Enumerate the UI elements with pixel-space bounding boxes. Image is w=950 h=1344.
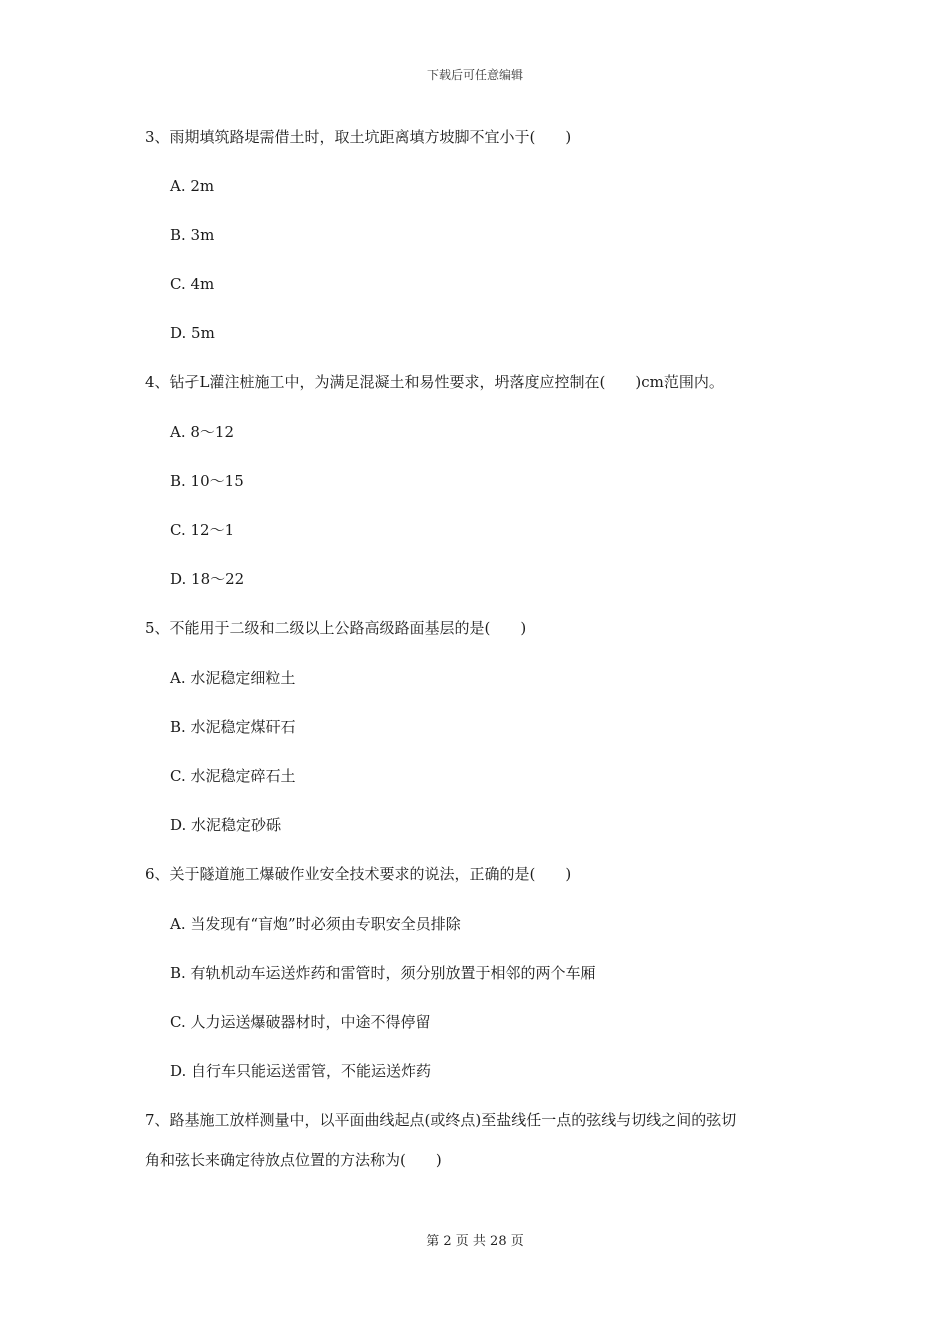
question-4-option-a: A. 8～12 <box>170 423 234 441</box>
question-5-option-b: B. 水泥稳定煤矸石 <box>170 718 296 736</box>
question-6-option-a: A. 当发现有“盲炮”时必须由专职安全员排除 <box>170 915 461 933</box>
page-header: 下载后可任意编辑 <box>426 68 523 82</box>
question-6-option-d: D. 自行车只能运送雷管，不能运送炸药 <box>170 1062 432 1080</box>
question-6-stem: 6、关于隧道施工爆破作业安全技术要求的说法，正确的是( ) <box>145 865 572 883</box>
question-4-option-d: D. 18～22 <box>170 570 245 588</box>
question-3-option-b: B. 3m <box>170 226 215 244</box>
question-7-stem-line-2: 角和弦长来确定待放点位置的方法称为( ) <box>145 1151 442 1169</box>
question-6-option-b: B. 有轨机动车运送炸药和雷管时，须分别放置于相邻的两个车厢 <box>170 964 596 982</box>
question-6-option-c: C. 人力运送爆破器材时，中途不得停留 <box>170 1013 431 1031</box>
question-5-option-d: D. 水泥稳定砂砾 <box>170 816 282 834</box>
question-7-stem-line-1: 7、路基施工放样测量中，以平面曲线起点(或终点)至盐线任一点的弦线与切线之间的弦切 <box>145 1111 737 1129</box>
question-4-option-c: C. 12～1 <box>170 521 235 539</box>
question-3-stem: 3、雨期填筑路堤需借土时，取土坑距离填方坡脚不宜小于( ) <box>145 128 572 146</box>
question-3-option-d: D. 5m <box>170 324 215 342</box>
question-5-stem: 5、不能用于二级和二级以上公路高级路面基层的是( ) <box>145 619 527 637</box>
question-5-option-a: A. 水泥稳定细粒土 <box>170 669 296 687</box>
page-footer: 第 2 页 共 28 页 <box>426 1234 524 1249</box>
question-3-option-c: C. 4m <box>170 275 215 293</box>
question-4-stem: 4、钻孑L灌注桩施工中，为满足混凝土和易性要求，坍落度应控制在( )cm范围内。 <box>145 373 724 391</box>
question-4-option-b: B. 10～15 <box>170 472 244 490</box>
question-5-option-c: C. 水泥稳定碎石土 <box>170 767 296 785</box>
question-3-option-a: A. 2m <box>170 177 215 195</box>
